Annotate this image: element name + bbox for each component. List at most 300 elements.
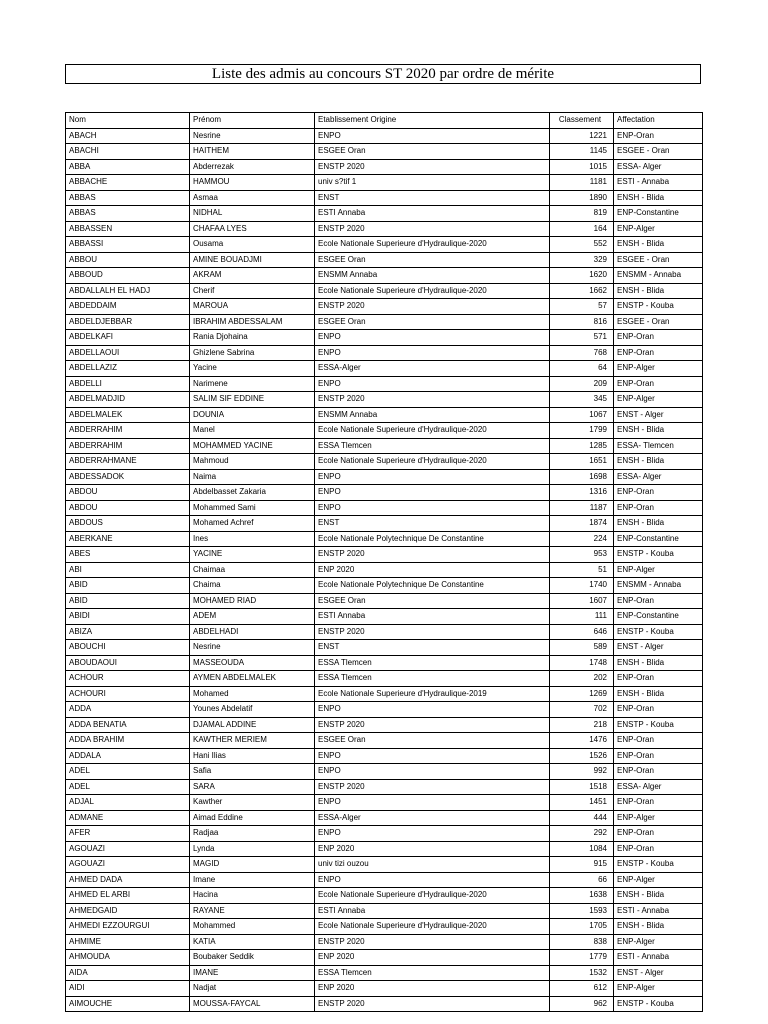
prenom-cell: Mohammed Sami: [190, 500, 315, 516]
prenom-cell: CHAFAA LYES: [190, 221, 315, 237]
classement-cell: 1799: [550, 423, 614, 439]
affectation-cell: ENP-Oran: [614, 485, 703, 501]
table-row: [66, 144, 703, 160]
nom-cell: ABDESSADOK: [66, 469, 190, 485]
classement-cell: 1067: [550, 407, 614, 423]
affectation-cell: ESSA- Tlemcen: [614, 438, 703, 454]
prenom-cell: NIDHAL: [190, 206, 315, 222]
nom-cell: ADDA: [66, 702, 190, 718]
nom-cell: ABOUCHI: [66, 640, 190, 656]
etablissement-cell: ESSA-Alger: [315, 361, 550, 377]
etablissement-cell: ESSA Tlemcen: [315, 655, 550, 671]
classement-cell: 1084: [550, 841, 614, 857]
etablissement-cell: ENPO: [315, 764, 550, 780]
affectation-cell: ENSH - Blida: [614, 686, 703, 702]
nom-cell: ABDEDDAIM: [66, 299, 190, 315]
table-row: [66, 640, 703, 656]
nom-cell: ABDERRAHIM: [66, 438, 190, 454]
affectation-cell: ENP-Constantine: [614, 609, 703, 625]
prenom-cell: Naima: [190, 469, 315, 485]
etablissement-cell: ESTI Annaba: [315, 903, 550, 919]
affectation-cell: ENSH - Blida: [614, 423, 703, 439]
table-row: [66, 593, 703, 609]
prenom-cell: Mohammed: [190, 919, 315, 935]
header-classement: Classement: [550, 113, 614, 129]
etablissement-cell: ENSMM Annaba: [315, 268, 550, 284]
table-row: [66, 748, 703, 764]
etablissement-cell: ENSTP 2020: [315, 159, 550, 175]
prenom-cell: Radjaa: [190, 826, 315, 842]
nom-cell: AIDA: [66, 965, 190, 981]
prenom-cell: Nadjat: [190, 981, 315, 997]
nom-cell: AIDI: [66, 981, 190, 997]
classement-cell: 838: [550, 934, 614, 950]
nom-cell: ABBASSI: [66, 237, 190, 253]
nom-cell: ABES: [66, 547, 190, 563]
classement-cell: 1740: [550, 578, 614, 594]
affectation-cell: ENSH - Blida: [614, 237, 703, 253]
affectation-cell: ENST - Alger: [614, 407, 703, 423]
prenom-cell: DJAMAL ADDINE: [190, 717, 315, 733]
classement-cell: 1526: [550, 748, 614, 764]
nom-cell: ABBAS: [66, 206, 190, 222]
classement-cell: 1874: [550, 516, 614, 532]
affectation-cell: ENP-Oran: [614, 764, 703, 780]
table-row: [66, 857, 703, 873]
nom-cell: ABID: [66, 578, 190, 594]
affectation-cell: ENSMM - Annaba: [614, 268, 703, 284]
affectation-cell: ENSMM - Annaba: [614, 578, 703, 594]
nom-cell: ADJAL: [66, 795, 190, 811]
classement-cell: 1476: [550, 733, 614, 749]
classement-cell: 1221: [550, 128, 614, 144]
nom-cell: ABDERRAHIM: [66, 423, 190, 439]
nom-cell: ABI: [66, 562, 190, 578]
etablissement-cell: ENPO: [315, 702, 550, 718]
table-row: [66, 981, 703, 997]
etablissement-cell: ENPO: [315, 795, 550, 811]
nom-cell: ABIZA: [66, 624, 190, 640]
classement-cell: 1620: [550, 268, 614, 284]
affectation-cell: ENSH - Blida: [614, 919, 703, 935]
etablissement-cell: ENPO: [315, 826, 550, 842]
etablissement-cell: ESTI Annaba: [315, 609, 550, 625]
etablissement-cell: ENST: [315, 640, 550, 656]
table-row: [66, 562, 703, 578]
nom-cell: ABBAS: [66, 190, 190, 206]
classement-cell: 1705: [550, 919, 614, 935]
affectation-cell: ENST - Alger: [614, 965, 703, 981]
prenom-cell: Narimene: [190, 376, 315, 392]
affectation-cell: ENSTP - Kouba: [614, 624, 703, 640]
nom-cell: ADEL: [66, 779, 190, 795]
table-row: [66, 841, 703, 857]
etablissement-cell: ENSTP 2020: [315, 934, 550, 950]
nom-cell: ABDELLI: [66, 376, 190, 392]
classement-cell: 1518: [550, 779, 614, 795]
nom-cell: AFER: [66, 826, 190, 842]
etablissement-cell: ENP 2020: [315, 562, 550, 578]
table-row: [66, 392, 703, 408]
nom-cell: ABBOUD: [66, 268, 190, 284]
header-prenom: Prénom: [190, 113, 315, 129]
table-row: [66, 609, 703, 625]
etablissement-cell: ENPO: [315, 376, 550, 392]
prenom-cell: Asmaa: [190, 190, 315, 206]
classement-cell: 1451: [550, 795, 614, 811]
table-row: [66, 950, 703, 966]
results-table: [65, 112, 703, 1012]
prenom-cell: Ines: [190, 531, 315, 547]
nom-cell: ABACH: [66, 128, 190, 144]
prenom-cell: MOHAMMED YACINE: [190, 438, 315, 454]
classement-cell: 66: [550, 872, 614, 888]
classement-cell: 702: [550, 702, 614, 718]
etablissement-cell: ENPO: [315, 345, 550, 361]
etablissement-cell: Ecole Nationale Superieure d'Hydraulique-2020: [315, 423, 550, 439]
etablissement-cell: ENSTP 2020: [315, 717, 550, 733]
etablissement-cell: ENP 2020: [315, 950, 550, 966]
table-row: [66, 469, 703, 485]
etablissement-cell: ESTI Annaba: [315, 206, 550, 222]
nom-cell: AHMOUDA: [66, 950, 190, 966]
classement-cell: 1779: [550, 950, 614, 966]
classement-cell: 1748: [550, 655, 614, 671]
classement-cell: 646: [550, 624, 614, 640]
table-row: [66, 795, 703, 811]
etablissement-cell: ESGEE Oran: [315, 252, 550, 268]
table-row: [66, 500, 703, 516]
prenom-cell: Chaima: [190, 578, 315, 594]
prenom-cell: Mahmoud: [190, 454, 315, 470]
table-body: [66, 128, 703, 1012]
etablissement-cell: Ecole Nationale Superieure d'Hydraulique-2020: [315, 283, 550, 299]
etablissement-cell: ESSA Tlemcen: [315, 671, 550, 687]
nom-cell: AHMED DADA: [66, 872, 190, 888]
etablissement-cell: ESGEE Oran: [315, 593, 550, 609]
nom-cell: ABDELLAZIZ: [66, 361, 190, 377]
classement-cell: 444: [550, 810, 614, 826]
nom-cell: ABDOU: [66, 500, 190, 516]
table-row: [66, 578, 703, 594]
affectation-cell: ESTI - Annaba: [614, 950, 703, 966]
header-affectation: Affectation: [614, 113, 703, 129]
table-row: [66, 423, 703, 439]
nom-cell: AGOUAZI: [66, 841, 190, 857]
prenom-cell: MAROUA: [190, 299, 315, 315]
prenom-cell: KAWTHER MERIEM: [190, 733, 315, 749]
etablissement-cell: Ecole Nationale Polytechnique De Constantine: [315, 531, 550, 547]
classement-cell: 1181: [550, 175, 614, 191]
prenom-cell: Younes Abdelatif: [190, 702, 315, 718]
affectation-cell: ENSH - Blida: [614, 655, 703, 671]
classement-cell: 64: [550, 361, 614, 377]
classement-cell: 1145: [550, 144, 614, 160]
prenom-cell: AKRAM: [190, 268, 315, 284]
prenom-cell: Imane: [190, 872, 315, 888]
affectation-cell: ENP-Oran: [614, 330, 703, 346]
prenom-cell: Ousama: [190, 237, 315, 253]
prenom-cell: KATIA: [190, 934, 315, 950]
nom-cell: ABDELDJEBBAR: [66, 314, 190, 330]
nom-cell: ABACHI: [66, 144, 190, 160]
affectation-cell: ENSTP - Kouba: [614, 717, 703, 733]
classement-cell: 111: [550, 609, 614, 625]
table-row: [66, 206, 703, 222]
classement-cell: 1698: [550, 469, 614, 485]
prenom-cell: Mohamed Achref: [190, 516, 315, 532]
nom-cell: ADDA BENATIA: [66, 717, 190, 733]
table-row: [66, 717, 703, 733]
table-row: [66, 407, 703, 423]
etablissement-cell: ENSTP 2020: [315, 779, 550, 795]
etablissement-cell: univ tizi ouzou: [315, 857, 550, 873]
nom-cell: ABDELMADJID: [66, 392, 190, 408]
affectation-cell: ENP-Alger: [614, 361, 703, 377]
affectation-cell: ENSH - Blida: [614, 516, 703, 532]
table-row: [66, 221, 703, 237]
etablissement-cell: ESGEE Oran: [315, 144, 550, 160]
classement-cell: 164: [550, 221, 614, 237]
affectation-cell: ESSA- Alger: [614, 779, 703, 795]
nom-cell: ABDOU: [66, 485, 190, 501]
classement-cell: 345: [550, 392, 614, 408]
table-row: [66, 268, 703, 284]
etablissement-cell: ENSTP 2020: [315, 996, 550, 1012]
classement-cell: 1651: [550, 454, 614, 470]
nom-cell: ABBACHE: [66, 175, 190, 191]
nom-cell: ADEL: [66, 764, 190, 780]
prenom-cell: Hani Ilias: [190, 748, 315, 764]
etablissement-cell: Ecole Nationale Superieure d'Hydraulique-2019: [315, 686, 550, 702]
classement-cell: 816: [550, 314, 614, 330]
classement-cell: 819: [550, 206, 614, 222]
prenom-cell: AYMEN ABDELMALEK: [190, 671, 315, 687]
prenom-cell: Nesrine: [190, 640, 315, 656]
etablissement-cell: Ecole Nationale Superieure d'Hydraulique-2020: [315, 888, 550, 904]
classement-cell: 1607: [550, 593, 614, 609]
classement-cell: 1015: [550, 159, 614, 175]
table-row: [66, 934, 703, 950]
table-row: [66, 376, 703, 392]
header-nom: Nom: [66, 113, 190, 129]
prenom-cell: Mohamed: [190, 686, 315, 702]
table-row: [66, 547, 703, 563]
affectation-cell: ENP-Oran: [614, 841, 703, 857]
nom-cell: ABIDI: [66, 609, 190, 625]
etablissement-cell: ENPO: [315, 128, 550, 144]
affectation-cell: ENP-Alger: [614, 981, 703, 997]
nom-cell: ABOUDAOUI: [66, 655, 190, 671]
nom-cell: AHMEDGAID: [66, 903, 190, 919]
table-row: [66, 516, 703, 532]
affectation-cell: ENP-Constantine: [614, 206, 703, 222]
nom-cell: AIMOUCHE: [66, 996, 190, 1012]
classement-cell: 1285: [550, 438, 614, 454]
prenom-cell: Rania Djohaina: [190, 330, 315, 346]
prenom-cell: MOHAMED RIAD: [190, 593, 315, 609]
table-row: [66, 671, 703, 687]
etablissement-cell: Ecole Nationale Superieure d'Hydraulique-2020: [315, 454, 550, 470]
table-row: [66, 159, 703, 175]
table-row: [66, 903, 703, 919]
affectation-cell: ENSTP - Kouba: [614, 857, 703, 873]
nom-cell: ABDELKAFI: [66, 330, 190, 346]
etablissement-cell: ENPO: [315, 748, 550, 764]
nom-cell: ABDELMALEK: [66, 407, 190, 423]
table-row: [66, 872, 703, 888]
etablissement-cell: Ecole Nationale Superieure d'Hydraulique-2020: [315, 237, 550, 253]
table-row: [66, 810, 703, 826]
table-row: [66, 175, 703, 191]
table-row: [66, 454, 703, 470]
table-row: [66, 655, 703, 671]
classement-cell: 915: [550, 857, 614, 873]
table-row: [66, 345, 703, 361]
nom-cell: ABDOUS: [66, 516, 190, 532]
classement-cell: 612: [550, 981, 614, 997]
prenom-cell: AMINE BOUADJMI: [190, 252, 315, 268]
prenom-cell: MASSEOUDA: [190, 655, 315, 671]
classement-cell: 768: [550, 345, 614, 361]
affectation-cell: ESTI - Annaba: [614, 175, 703, 191]
classement-cell: 57: [550, 299, 614, 315]
table-row: [66, 624, 703, 640]
table-row: [66, 531, 703, 547]
etablissement-cell: ENPO: [315, 469, 550, 485]
nom-cell: AHMEDI EZZOURGUI: [66, 919, 190, 935]
prenom-cell: RAYANE: [190, 903, 315, 919]
affectation-cell: ENP-Alger: [614, 872, 703, 888]
etablissement-cell: ENSTP 2020: [315, 624, 550, 640]
classement-cell: 589: [550, 640, 614, 656]
prenom-cell: Safia: [190, 764, 315, 780]
nom-cell: ABERKANE: [66, 531, 190, 547]
nom-cell: ADDA BRAHIM: [66, 733, 190, 749]
prenom-cell: MAGID: [190, 857, 315, 873]
nom-cell: ABDERRAHMANE: [66, 454, 190, 470]
header-row: [66, 113, 703, 129]
prenom-cell: Yacine: [190, 361, 315, 377]
prenom-cell: SARA: [190, 779, 315, 795]
affectation-cell: ENP-Oran: [614, 733, 703, 749]
nom-cell: ABBASSEN: [66, 221, 190, 237]
prenom-cell: DOUNIA: [190, 407, 315, 423]
classement-cell: 962: [550, 996, 614, 1012]
affectation-cell: ENSTP - Kouba: [614, 547, 703, 563]
etablissement-cell: ENST: [315, 190, 550, 206]
prenom-cell: Manel: [190, 423, 315, 439]
etablissement-cell: ENPO: [315, 485, 550, 501]
classement-cell: 1638: [550, 888, 614, 904]
classement-cell: 1662: [550, 283, 614, 299]
classement-cell: 329: [550, 252, 614, 268]
prenom-cell: Aimad Eddine: [190, 810, 315, 826]
table-row: [66, 965, 703, 981]
table-row: [66, 299, 703, 315]
prenom-cell: SALIM SIF EDDINE: [190, 392, 315, 408]
table-row: [66, 314, 703, 330]
affectation-cell: ENP-Alger: [614, 221, 703, 237]
prenom-cell: Ghizlene Sabrina: [190, 345, 315, 361]
nom-cell: AHMIME: [66, 934, 190, 950]
affectation-cell: ENP-Alger: [614, 562, 703, 578]
affectation-cell: ENP-Oran: [614, 593, 703, 609]
prenom-cell: HAITHEM: [190, 144, 315, 160]
table-row: [66, 252, 703, 268]
classement-cell: 51: [550, 562, 614, 578]
prenom-cell: Cherif: [190, 283, 315, 299]
table-row: [66, 888, 703, 904]
nom-cell: ABDALLALH EL HADJ: [66, 283, 190, 299]
affectation-cell: ENSH - Blida: [614, 190, 703, 206]
etablissement-cell: ENPO: [315, 330, 550, 346]
affectation-cell: ENSH - Blida: [614, 283, 703, 299]
prenom-cell: Lynda: [190, 841, 315, 857]
table-row: [66, 996, 703, 1012]
nom-cell: AGOUAZI: [66, 857, 190, 873]
table-row: [66, 438, 703, 454]
etablissement-cell: ENST: [315, 516, 550, 532]
etablissement-cell: ENSTP 2020: [315, 221, 550, 237]
prenom-cell: Abderrezak: [190, 159, 315, 175]
title-box: [65, 64, 701, 84]
classement-cell: 552: [550, 237, 614, 253]
etablissement-cell: ENP 2020: [315, 841, 550, 857]
classement-cell: 1316: [550, 485, 614, 501]
affectation-cell: ENP-Oran: [614, 795, 703, 811]
table-row: [66, 283, 703, 299]
classement-cell: 571: [550, 330, 614, 346]
classement-cell: 218: [550, 717, 614, 733]
affectation-cell: ENP-Oran: [614, 702, 703, 718]
etablissement-cell: Ecole Nationale Polytechnique De Constantine: [315, 578, 550, 594]
affectation-cell: ENP-Oran: [614, 128, 703, 144]
table-row: [66, 919, 703, 935]
nom-cell: ACHOURI: [66, 686, 190, 702]
header-etablissement: Etablissement Origine: [315, 113, 550, 129]
nom-cell: ADDALA: [66, 748, 190, 764]
affectation-cell: ENP-Oran: [614, 500, 703, 516]
nom-cell: ACHOUR: [66, 671, 190, 687]
table-row: [66, 686, 703, 702]
prenom-cell: MOUSSA-FAYCAL: [190, 996, 315, 1012]
affectation-cell: ENP-Oran: [614, 345, 703, 361]
page-title: Liste des admis au concours ST 2020 par ordre de mérite: [211, 65, 555, 82]
etablissement-cell: ESSA Tlemcen: [315, 438, 550, 454]
affectation-cell: ENP-Alger: [614, 392, 703, 408]
prenom-cell: YACINE: [190, 547, 315, 563]
etablissement-cell: ENPO: [315, 500, 550, 516]
affectation-cell: ESGEE - Oran: [614, 144, 703, 160]
nom-cell: ABBOU: [66, 252, 190, 268]
affectation-cell: ENP-Oran: [614, 748, 703, 764]
classement-cell: 953: [550, 547, 614, 563]
etablissement-cell: ENP 2020: [315, 981, 550, 997]
table-row: [66, 733, 703, 749]
prenom-cell: Boubaker Seddik: [190, 950, 315, 966]
table-row: [66, 237, 703, 253]
affectation-cell: ENP-Oran: [614, 826, 703, 842]
etablissement-cell: ESSA Tlemcen: [315, 965, 550, 981]
table-row: [66, 190, 703, 206]
etablissement-cell: Ecole Nationale Superieure d'Hydraulique-2020: [315, 919, 550, 935]
classement-cell: 1593: [550, 903, 614, 919]
classement-cell: 224: [550, 531, 614, 547]
etablissement-cell: ENSTP 2020: [315, 299, 550, 315]
classement-cell: 202: [550, 671, 614, 687]
classement-cell: 992: [550, 764, 614, 780]
